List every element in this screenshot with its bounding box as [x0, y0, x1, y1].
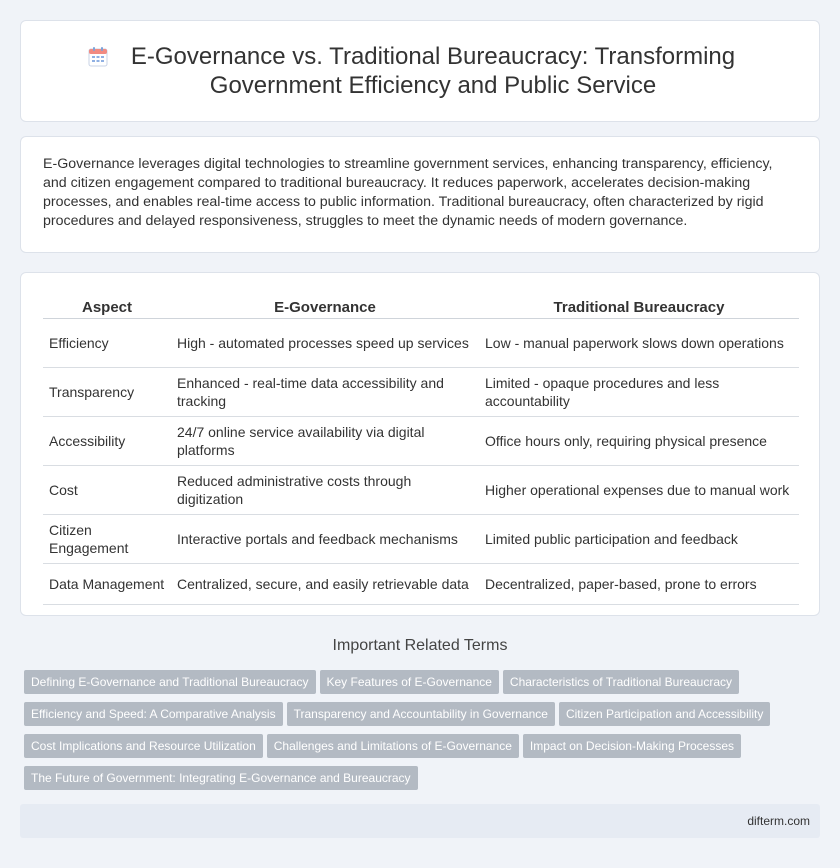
aspect-cell: Transparency	[43, 368, 171, 417]
related-term-tag[interactable]: Challenges and Limitations of E-Governance	[267, 734, 519, 758]
related-term-tag[interactable]: Efficiency and Speed: A Comparative Analysis	[24, 702, 283, 726]
related-terms-tags	[24, 670, 804, 798]
header-aspect: Aspect	[43, 295, 171, 319]
table-header-row	[43, 295, 799, 319]
intro-text: E-Governance leverages digital technologies to streamline government services, enhancing transparency, efficiency, and citizen engagement compared to traditional bureaucracy. It reduces paperwork, accelerates decision-making processes, and enables real-time access to public information. Traditional bureaucracy, often characterized by rigid procedures and delayed responsiveness, struggles to meet the dynamic needs of modern governance.	[43, 156, 773, 229]
bureaucracy-cell: Limited public participation and feedback	[479, 515, 799, 564]
comparison-table-card	[20, 272, 820, 616]
aspect-cell: Accessibility	[43, 417, 171, 466]
related-term-tag[interactable]: Characteristics of Traditional Bureaucracy	[503, 670, 739, 694]
related-term-tag[interactable]: Cost Implications and Resource Utilization	[24, 734, 263, 758]
bureaucracy-cell: Limited - opaque procedures and less accountability	[479, 368, 799, 417]
bureaucracy-cell: Office hours only, requiring physical presence	[479, 417, 799, 466]
calendar-icon	[87, 46, 109, 68]
e-governance-cell: Interactive portals and feedback mechanisms	[171, 515, 479, 564]
e-governance-cell: Enhanced - real-time data accessibility and tracking	[171, 368, 479, 417]
aspect-cell: Efficiency	[43, 319, 171, 368]
related-term-tag[interactable]: Key Features of E-Governance	[320, 670, 499, 694]
table-row	[43, 368, 799, 417]
e-governance-cell: 24/7 online service availability via digital platforms	[171, 417, 479, 466]
table-row	[43, 319, 799, 368]
related-term-tag[interactable]: Defining E-Governance and Traditional Bureaucracy	[24, 670, 316, 694]
table-row	[43, 466, 799, 515]
table-row	[43, 564, 799, 605]
bureaucracy-cell: Decentralized, paper-based, prone to errors	[479, 564, 799, 605]
page-title: E-Governance vs. Traditional Bureaucracy: Transforming Government Efficiency and Public Service	[130, 43, 736, 99]
header-traditional-bureaucracy: Traditional Bureaucracy	[479, 295, 799, 319]
title-wrap	[47, 42, 793, 100]
bureaucracy-cell: Higher operational expenses due to manual work	[479, 466, 799, 515]
related-term-tag[interactable]: Citizen Participation and Accessibility	[559, 702, 770, 726]
aspect-cell: Data Management	[43, 564, 171, 605]
comparison-table	[43, 295, 799, 605]
related-term-tag[interactable]: Transparency and Accountability in Governance	[287, 702, 555, 726]
aspect-cell: Cost	[43, 466, 171, 515]
footer	[20, 804, 820, 838]
e-governance-cell: Centralized, secure, and easily retrievable data	[171, 564, 479, 605]
e-governance-cell: High - automated processes speed up services	[171, 319, 479, 368]
aspect-cell: Citizen Engagement	[43, 515, 171, 564]
table-row	[43, 417, 799, 466]
related-terms-title: Important Related Terms	[332, 637, 508, 654]
e-governance-cell: Reduced administrative costs through digitization	[171, 466, 479, 515]
bureaucracy-cell: Low - manual paperwork slows down operations	[479, 319, 799, 368]
header-card	[20, 20, 820, 122]
footer-site-link[interactable]: difterm.com	[747, 814, 810, 828]
header-e-governance: E-Governance	[171, 295, 479, 319]
related-term-tag[interactable]: Impact on Decision-Making Processes	[523, 734, 741, 758]
related-term-tag[interactable]: The Future of Government: Integrating E-Governance and Bureaucracy	[24, 766, 418, 790]
table-row	[43, 515, 799, 564]
intro-card	[20, 136, 820, 253]
